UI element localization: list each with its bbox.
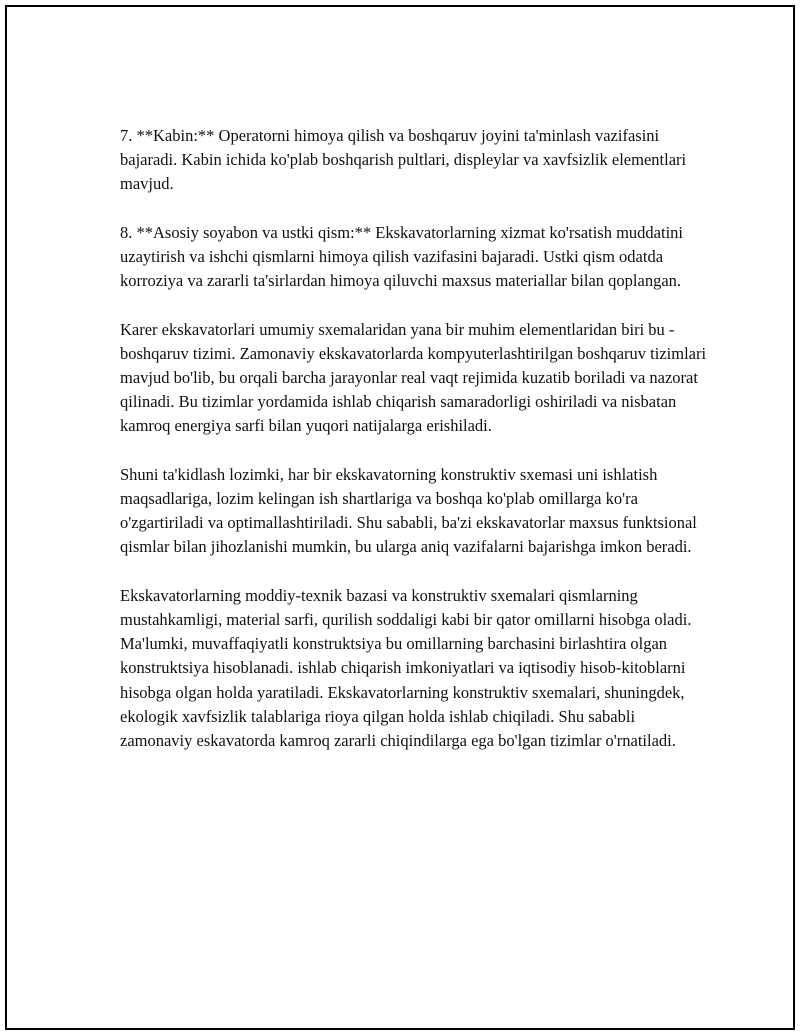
paragraph-boshqaruv-tizimi: Karer ekskavatorlari umumiy sxemalaridan yana bir muhim elementlaridan biri bu - boshqaruv tizimi. Zamonaviy ekskavatorlarda kompyuterlashtirilgan boshqaruv tizimlari mavjud bo'lib, bu orqali barcha jarayonlar real vaqt rejimida kuzatib boriladi va nazorat qilinadi. Bu tizimlar yordamida ishlab chiqarish samaradorligi oshiriladi va nisbatan kamroq energiya sarfi bilan yuqori natijalarga erishiladi. [120,319,707,436]
page-frame [5,5,795,1030]
document-body [120,124,710,777]
paragraph-konstruktiv-sxema: Shuni ta'kidlash lozimki, har bir ekskavatorning konstruktiv sxemasi uni ishlatish maqsadlariga, lozim kelingan ish shartlariga va boshqa ko'plab omillarga ko'ra o'zgartiriladi va optimallashtiriladi. Shu sababli, ba'zi ekskavatorlar maxsus funktsional qismlar bilan jihozlanishi mumkin, bu ularga aniq vazifalarni bajarishga imkon beradi. [120,464,697,557]
paragraph-kabin: 7. **Kabin:** Operatorni himoya qilish va boshqaruv joyini ta'minlash vazifasini bajaradi. Kabin ichida ko'plab boshqarish pultlari, displeylar va xavfsizlik elementlari mavjud. [120,126,687,194]
paragraph-asosiy-soyabon: 8. **Asosiy soyabon va ustki qism:** Ekskavatorlarning xizmat ko'rsatish muddatini uzaytirish va ishchi qismlarni himoya qilish vazifasini bajaradi. Ustki qism odatda korroziya va zararli ta'sirlardan himoya qiluvchi maxsus materiallar bilan qoplangan. [120,222,683,291]
paragraph-moddiy-texnik-baza: Ekskavatorlarning moddiy-texnik bazasi va konstruktiv sxemalari qismlarning mustahkamligi, material sarfi, qurilish soddaligi kabi bir qator omillarni hisobga oladi. Ma'lumki, muvaffaqiyatli konstruktsiya bu omillarning barchasini birlashtira olgan konstruktsiya hisoblanadi. ishlab chiqarish imkoniyatlari va iqtisodiy hisob-kitoblarni hisobga olgan holda yaratiladi. Ekskavatorlarning konstruktiv sxemalari, shuningdek, ekologik xavfsizlik talablariga rioya qilgan holda ishlab chiqiladi. Shu sababli zamonaviy eskavatorda kamroq zararli chiqindilarga ega bo'lgan tizimlar o'rnatiladi. [120,585,692,751]
